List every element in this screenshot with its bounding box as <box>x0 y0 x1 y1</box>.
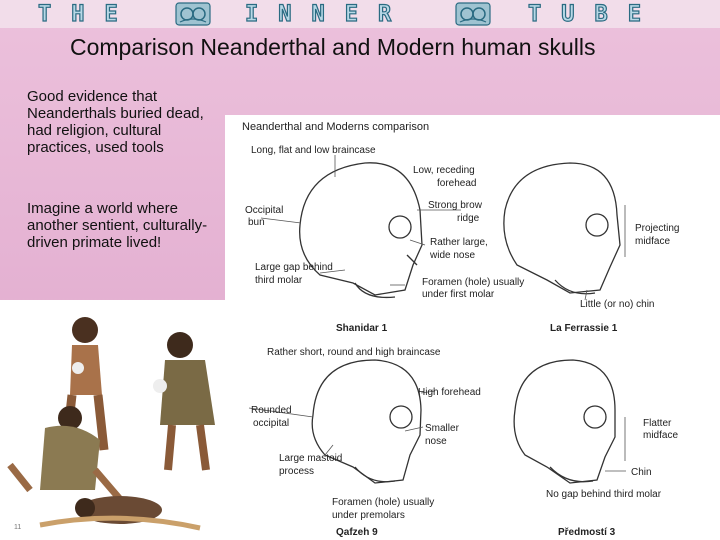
label-flatter-midface: midface <box>643 430 679 441</box>
label-smaller-nose: Smaller <box>425 423 459 434</box>
label-molar-gap: third molar <box>255 275 303 286</box>
bullet-text: Imagine a world where another sentient, culturally-driven primate lived! <box>27 200 208 251</box>
tube-logo-icon <box>455 2 491 26</box>
skull-caption: Předmostí 3 <box>558 527 616 538</box>
label-foramen: under first molar <box>422 289 495 300</box>
label-large-nose: wide nose <box>430 250 476 261</box>
label-large-nose: Rather large, <box>430 237 488 248</box>
neanderthal-burial-illustration <box>0 300 225 540</box>
skull-caption: La Ferrassie 1 <box>550 323 618 334</box>
label-braincase-round: Rather short, round and high braincase <box>267 347 441 358</box>
label-mastoid: process <box>279 466 315 477</box>
label-little-chin: Little (or no) chin <box>580 299 655 310</box>
label-foramen: under premolars <box>332 510 405 521</box>
slide-title: Comparison Neanderthal and Modern human skulls <box>70 34 596 60</box>
label-low-forehead: forehead <box>437 178 477 189</box>
banner-word-the: THE <box>38 2 138 27</box>
banner-word-tube: TUBE <box>528 2 661 27</box>
label-chin: Chin <box>631 467 652 478</box>
label-high-forehead: High forehead <box>418 387 481 398</box>
skull-la-ferrassie-1 <box>504 163 620 294</box>
label-mastoid: Large mastoid <box>279 453 343 464</box>
label-projecting-midface: midface <box>635 236 671 247</box>
figure-heading: Neanderthal and Moderns comparison <box>242 121 430 133</box>
banner <box>0 0 720 28</box>
label-rounded-occipital: Rounded <box>251 405 292 416</box>
label-rounded-occipital: occipital <box>253 418 290 429</box>
label-low-forehead: Low, receding <box>413 165 475 176</box>
banner-word-inner: INNER <box>245 2 412 27</box>
skull-caption: Shanidar 1 <box>336 323 388 334</box>
label-molar-gap: Large gap behind <box>255 262 333 273</box>
bullet-text: Good evidence that Neanderthals buried dead, had religion, cultural practices, used tools <box>27 88 204 156</box>
label-strong-brow: Strong brow <box>428 200 482 211</box>
page-number: 11 <box>14 524 22 531</box>
label-no-gap: No gap behind third molar <box>546 489 662 500</box>
skull-comparison-figure <box>225 115 720 540</box>
label-strong-brow: ridge <box>457 213 480 224</box>
label-foramen: Foramen (hole) usually <box>332 497 435 508</box>
skull-predmosti-3 <box>514 360 615 483</box>
label-braincase-long: Long, flat and low braincase <box>251 145 376 156</box>
skull-caption: Qafzeh 9 <box>336 527 378 538</box>
label-smaller-nose: nose <box>425 436 447 447</box>
tube-logo-icon <box>175 2 211 26</box>
label-occipital-bun: bun <box>248 217 265 228</box>
label-flatter-midface: Flatter <box>643 418 672 429</box>
label-foramen: Foramen (hole) usually <box>422 277 525 288</box>
skull-shanidar-1 <box>300 163 422 298</box>
label-occipital-bun: Occipital <box>245 205 284 216</box>
skull-qafzeh-9 <box>312 360 421 483</box>
label-projecting-midface: Projecting <box>635 223 680 234</box>
